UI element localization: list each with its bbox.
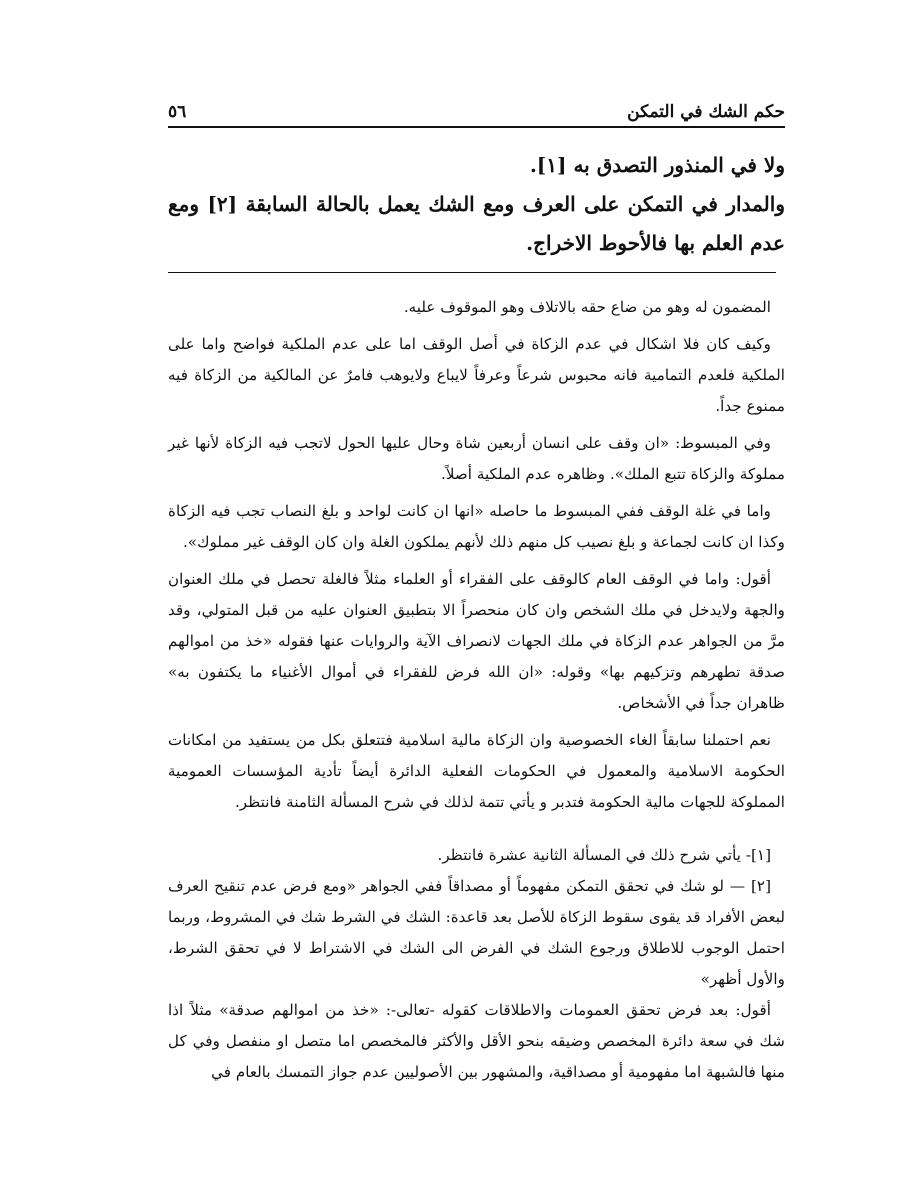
page-number: ٥٦ [168, 102, 187, 122]
commentary-paragraph: المضمون له وهو من ضاع حقه بالاتلاف وهو الموقوف عليه. [403, 298, 771, 316]
commentary-paragraph: وفي المبسوط: «ان وقف على انسان أربعين شاة وحال عليها الحول لاتجب فيه الزكاة لأنها غير مملوكة والزكاة تتبع الملك». وظاهره عدم الملكية أصلاً. [168, 434, 785, 483]
page-header [168, 86, 785, 128]
commentary-paragraph: وكيف كان فلا اشكال في عدم الزكاة في أصل الوقف اما على عدم الملكية فواضح واما على الملكية فلعدم التمامية فانه محبوس شرعاً وعرفاً لايباع ولايوهب فامرٌ عن المالكية من الزكاة فيه ممنوع جداً. [168, 335, 785, 415]
commentary [168, 292, 785, 824]
main-text [168, 146, 785, 263]
footnotes [168, 840, 785, 1088]
footnote-1: [١]- يأتي شرح ذلك في المسألة الثانية عشرة فانتظر. [437, 846, 771, 864]
main-text-divider [168, 272, 776, 273]
footnote-2-continuation: أقول: بعد فرض تحقق العمومات والاطلاقات كقوله -تعالى-: «خذ من اموالهم صدقة» مثلاً اذا شك في سعة دائرة المخصص وضيقه بنحو الأقل والأكثر فالمخصص اما متصل او منفصل وفي كل منها فالشبهة اما مفهومية أو مصداقية، والمشهور بين الأصوليين عدم جواز التمسك بالعام في [168, 1001, 785, 1081]
main-text-line-1: ولا في المنذور التصدق به [١]. [529, 153, 785, 177]
commentary-paragraph: نعم احتملنا سابقاً الغاء الخصوصية وان الزكاة مالية اسلامية فتتعلق بكل من يستفيد من امكانات الحكومة الاسلامية والمعمول في الحكومات الفعلية الدائرة أيضاً تأدية المؤسسات العمومية المملوكة للجهات مالية الحكومة فتدبر و يأتي تتمة لذلك في شرح المسألة الثامنة فانتظر. [168, 731, 785, 811]
footnote-2: [٢] — لو شك في تحقق التمكن مفهوماً أو مصداقاً ففي الجواهر «ومع فرض عدم تنقيح العرف لبعض الأفراد قد يقوى سقوط الزكاة للأصل بعد قاعدة: الشك في الشرط شك في المشروط، وربما احتمل الوجوب للاطلاق ورجوع الشك في الفرض الى الشك في الاشتراط لا في تحقق الشرط، والأول أظهر» [168, 877, 786, 988]
page-title: حكم الشك في التمكن [627, 102, 785, 122]
main-text-line-2: والمدار في التمكن على العرف ومع الشك يعمل بالحالة السابقة [٢] ومع عدم العلم بها فالأحوط الاخراج. [168, 192, 785, 255]
commentary-paragraph: واما في غلة الوقف ففي المبسوط ما حاصله «انها ان كانت لواحد و بلغ النصاب تجب فيه الزكاة وكذا ان كانت لجماعة و بلغ نصيب كل منهم ذلك لأنهم يملكون الغلة وان كان الوقف غير مملوك». [168, 502, 785, 551]
commentary-paragraph: أقول: واما في الوقف العام كالوقف على الفقراء أو العلماء مثلاً فالغلة تحصل في ملك العنوان والجهة ولايدخل في ملك الشخص وان كان منحصراً الا بتطبيق العنوان عليه من قبل المتولي، وقد مرَّ من الجواهر عدم الزكاة في ملك الجهات لانصراف الآية والروايات عنها فقوله «خذ من اموالهم صدقة تطهرهم وتزكيهم بها» وقوله: «ان الله فرض للفقراء في أموال الأغنياء ما يكتفون به» ظاهران جداً في الأشخاص. [168, 570, 785, 712]
